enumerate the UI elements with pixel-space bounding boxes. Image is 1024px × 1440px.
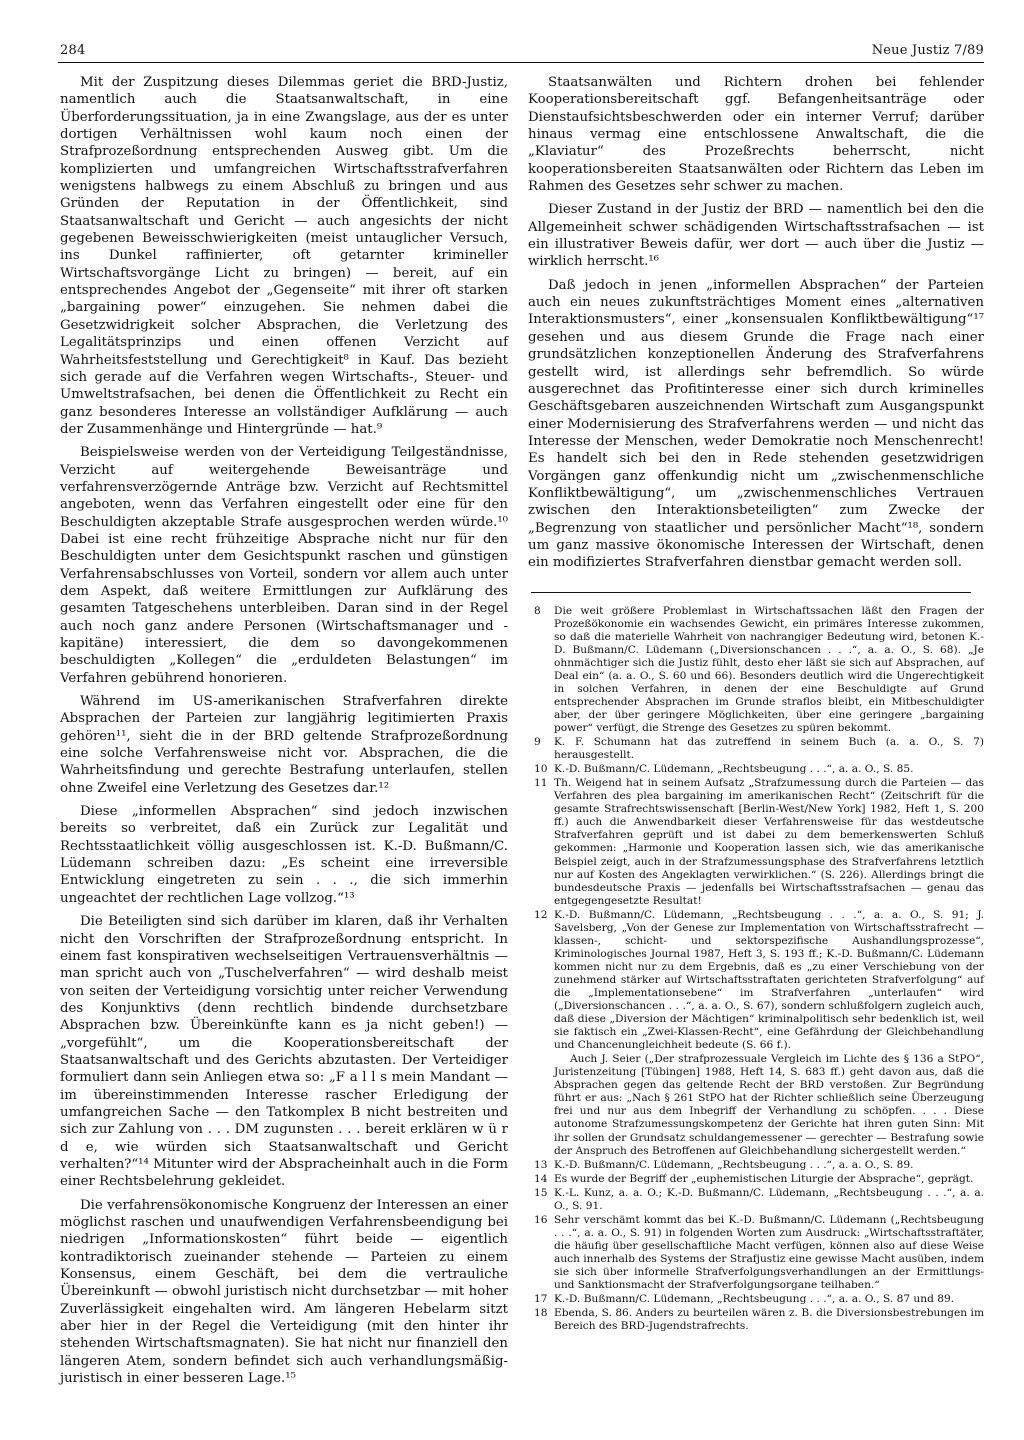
footnote (528, 1214, 984, 1292)
footnote-number: 15 (534, 1186, 548, 1199)
footnote-text: Die weit größere Problemlast in Wirtschaftssachen läßt den Fragen der Prozeßökonomie ein wachsendes Gewicht, ein primäres Interesse zukommen, so daß die materielle Wahrheit von nachrangiger Bedeutung wird, betonen K.-D. Bußmann/C. Lüdemann („Diversionschancen . . .“, a. a. O., S. 68). „Je ohnmächtiger sich die Justiz fühlt, desto eher läßt sie sich auf Absprachen, auf Deal ein“ (a. a. O., S. 60 und 66). Besonders deutlich wird die Ungerechtigkeit in solchen Verfahren, in denen der eine Beschuldigte auf Grund entsprechender Absprachen im Grunde straflos bleibt, ein Mitbeschuldigter aber, der über geringere Möglichkeiten, über eine geringere „bargaining power“ verfügt, die Strenge des Gesetzes zu spüren bekommt. (554, 604, 984, 735)
footnote-text: Sehr verschämt kommt das bei K.-D. Bußmann/C. Lüdemann („Rechtsbeugung . . .“, a. a. O., S. 91) in folgenden Worten zum Ausdruck: „Wirtschaftsstraftäter, die häufig über gesellschaftliche Macht verfügen, können also auf diese Weise auch innerhalb des Systems der Strafjustiz eine gewisse Macht ausüben, indem sie sich über informelle Strafverfolgungsverhandlungen an der Ermittlungs- und Sanktionsmacht der Strafverfolgungsorgane teilhaben.“ (554, 1213, 984, 1292)
footnote-number: 16 (534, 1213, 548, 1226)
footnote (528, 1173, 984, 1186)
footnote-text: K.-D. Bußmann/C. Lüdemann, „Rechtsbeugung . . .“, a. a. O., S. 89. (554, 1158, 914, 1171)
footnote (528, 1187, 984, 1213)
paragraph: Daß jedoch in jenen „informellen Absprachen“ der Parteien auch ein neues zukunftsträchtiges Moment eines „alternativen Interaktionsmusters“, einer „konsensualen Konfliktbewältigung“¹⁷ gesehen und aus diesem Grunde die Frage nach einer grundsätzlichen konzeptionellen Änderung des Strafverfahrens gestellt wird, ist allerdings sehr befremdlich. So würde ausgerechnet das Profitinteresse einer sich durch kriminelles Geschäftsgebaren auszeichnenden Wirtschaft zum Ausgangspunkt einer Modernisierung des Strafverfahrens werden — und nicht das Interesse der Menschen, weder Demokratie noch Menschenrecht! Es handelt sich bei den in Rede stehenden gesetzwidrigen Vorgängen ganz offenkundig nicht um „zwischenmenschliche Konfliktbewältigung“, um „zwischenmenschliches Vertrauen zwischen den Interaktionsbeteiligten“ zum Zwecke der „Begrenzung von staatlicher und persönlicher Macht“¹⁸, sondern um ganz massive ökonomische Interessen der Wirtschaft, denen ein modifiziertes Strafverfahren dienstbar gemacht werden soll. (528, 277, 984, 571)
journal-title: Neue Justiz 7/89 (871, 43, 984, 58)
paragraph: Beispielsweise werden von der Verteidigung Teilgeständnisse, Verzicht auf weitergehende Beweisanträge und verfahrensverzögernde Anträge bzw. Verzicht auf Rechtsmittel angeboten, wenn das Verfahren eingestellt oder eine für den Beschuldigten akzeptable Strafe ausgesprochen werden würde.¹⁰ Dabei ist eine recht frühzeitige Absprache nicht nur für den Beschuldigten unter dem Gesichtspunkt raschen und günstigen Verfahrensabschlusses von Vorteil, sondern vor allem auch unter dem Aspekt, daß weitere Ermittlungen zur Aufklärung des gesamten Tatgeschehens unterbleiben. Daran sind in der Regel auch noch ganz andere Personen (Wirtschaftsmanager und -kapitäne) interessiert, die dem so davongekommenen beschuldigten „Kollegen“ die „erduldeten Belastungen“ im Verfahren gebührend honorieren. (60, 445, 508, 686)
footnote-rule (531, 592, 971, 593)
footnote (528, 1293, 984, 1306)
footnote (528, 605, 984, 735)
footnote-text: Th. Weigend hat in seinem Aufsatz „Strafzumessung durch die Parteien — das Verfahren des plea bargaining im amerikanischen Recht“ (Zeitschrift für die gesamte Strafrechtswissenschaft [Berlin-West/New York] 1982, Heft 1, S. 200 ff.) auch die Anwendbarkeit dieser Verfahrensweise für das westdeutsche Strafverfahren geprüft und ist dabei zu dem bemerkenswerten Schluß gekommen: „Harmonie und Kooperation lassen sich, wie das amerikanische Beispiel zeigt, auch in der Strafzumessungsphase des Strafverfahrens letztlich nur auf Kosten des Angeklagten verwirklichen.“ (S. 226). Allerdings bringt die bundesdeutsche Praxis — jedenfalls bei Wirtschaftsstrafsachen — genau das entgegengesetzte Resultat! (554, 777, 984, 907)
left-column (60, 74, 508, 1393)
footnote (528, 1307, 984, 1333)
footnote-continuation: Auch J. Seier („Der strafprozessuale Vergleich im Lichte des § 136 a StPO“, Juristenzeitung [Tübingen] 1988, Heft 14, S. 683 ff.) geht davon aus, daß die Absprachen gegen das geltende Recht der BRD verstoßen. Zur Begründung führt er aus: „Nach § 261 StPO hat der Richter schließlich seine Überzeugung frei und nur aus dem Inbegriff der Verhandlung zu schöpfen. . . . Diese autonome Strafzumessungskompetenz der Gerichte hat ihren guten Sinn: Mit ihr sollen der Grundsatz schuldangemessener — gerechter — Bestrafung sowie der Anspruch des Betroffenen auf Gleichbehandlung sichergestellt werden.“ (554, 1053, 984, 1157)
footnote-number: 9 (534, 736, 541, 749)
footnote-number: 10 (534, 763, 548, 776)
footnote-text: K.-D. Bußmann/C. Lüdemann, „Rechtsbeugung . . .“, a. a. O., S. 91; J. Savelsberg, „Von der Genese zur Implementation von Wirtschaftsstrafrecht — klassen-, schicht- und sektorspezifische Aushandlungsprozesse“, Kriminologisches Journal 1987, Heft 3, S. 193 ff.; K.-D. Bußmann/C. Lüdemann kommen nicht nur zu dem Ergebnis, daß es „zu einer Verschiebung von der zunehmend stärker auf Wirtschaftsstraftaten gerichteten Strafverfolgung“ auf die „Implementationsebene“ im Strafverfahren „unterlaufen“ wird („Diversionschancen . . .“, a. a. O., S. 67), sondern schlußfolgern zugleich auch, daß diese „Diversion der Mächtigen“ kriminalpolitisch sehr bedenklich ist, weil sie faktisch ein „Zwei-Klassen-Recht“, eine Gefährdung der Gleichbehandlung und Chancenungleichheit bedeute (S. 66 f.). (554, 908, 984, 1052)
paragraph: Staatsanwälten und Richtern drohen bei fehlender Kooperationsbereitschaft ggf. Befangenheitsanträge oder Dienstaufsichtsbeschwerden oder ein interner Verruf; darüber hinaus vermag eine entschlossene Anwaltschaft, die die „Klaviatur“ des Prozeßrechts beherrscht, nicht kooperationsbereiten Staatsanwälten oder Richtern das Leben im Rahmen des Gesetzes sehr schwer zu machen. (528, 75, 984, 195)
footnote-number: 14 (534, 1172, 548, 1185)
footnotes (528, 605, 984, 1334)
right-column (528, 74, 984, 1334)
footnote (528, 763, 984, 776)
footnote-text: Ebenda, S. 86. Anders zu beurteilen wären z. B. die Diversionsbestrebungen im Bereich des BRD-Jugendstrafrechts. (554, 1307, 984, 1333)
paragraph: Mit der Zuspitzung dieses Dilemmas geriet die BRD-Justiz, namentlich auch die Staatsanwaltschaft, in eine Überforderungssituation, ja in eine Zwangslage, aus der es unter dortigen Verhältnissen wohl kaum noch einen der Strafprozeßordnung entsprechenden Ausweg gibt. Um die komplizierten und umfangreichen Wirtschaftsstrafverfahren wenigstens halbwegs zu einem Abschluß zu bringen und aus Gründen der Reputation in der Öffentlichkeit, sind Staatsanwaltschaft und Gericht — auch angesichts der nicht gegebenen Beweisschwierigkeiten (meist untauglicher Versuch, ins Dunkel raffinierter, oft getarnter krimineller Wirtschaftsvorgänge Licht zu bringen) — bereit, auf ein entsprechendes Angebot der „Gegenseite“ mit ihrer oft starken „bargaining power“ einzugehen. Sie nehmen dabei die Gesetzwidrigkeit solcher Absprachen, die Verletzung des Legalitätsprinzips und einen offenen Verzicht auf Wahrheitsfeststellung und Gerechtigkeit⁸ in Kauf. Das bezieht sich gerade auf die Verfahren wegen Wirtschafts-, Steuer- und Umweltstrafsachen, bei denen die Öffentlichkeit zu Recht ein ganz besonderes Interesse an vollständiger Aufklärung — auch der Zusammenhänge und Hintergründe — hat.⁹ (60, 75, 508, 437)
footnote-number: 8 (534, 604, 541, 617)
right-body (528, 74, 984, 572)
footnote-text: K.-D. Bußmann/C. Lüdemann, „Rechtsbeugung . . .“, a. a. O., S. 85. (554, 763, 914, 776)
page-number: 284 (60, 43, 86, 58)
header-rule (58, 62, 984, 63)
paragraph: Die verfahrensökonomische Kongruenz der Interessen an einer möglichst raschen und unaufwendigen Verfahrensbeendigung bei niedrigen „Informationskosten“ führt beide — eigentlich kontradiktorisch zueinander stehende — Parteien zu einem Konsensus, einem Geschäft, bei dem die vertrauliche Übereinkunft — obwohl juristisch nicht durchsetzbar — mit hoher Zuverlässigkeit eingehalten wird. Am längeren Hebelarm sitzt aber hier in der Regel die Verteidigung (mit den hinter ihr stehenden Wirtschaftsmagnaten). Sie hat nicht nur finanziell den längeren Atem, sondern befindet sich auch verhandlungsmäßig-juristisch in einer besseren Lage.¹⁵ (60, 1197, 508, 1387)
footnote-text: K. F. Schumann hat das zutreffend in seinem Buch (a. a. O., S. 7) herausgestellt. (554, 736, 984, 762)
paragraph: Dieser Zustand in der Justiz der BRD — namentlich bei den die Allgemeinheit schwer schädigenden Wirtschaftsstrafsachen — ist ein illustrativer Beweis dafür, wer dort — auch über die Justiz — wirklich herrscht.¹⁶ (528, 202, 984, 270)
footnote-number: 18 (534, 1307, 548, 1320)
footnote (528, 777, 984, 907)
footnote-text: K.-D. Bußmann/C. Lüdemann, „Rechtsbeugung . . .“, a. a. O., S. 87 und 89. (554, 1293, 955, 1306)
footnote-number: 12 (534, 908, 548, 921)
footnote (528, 909, 984, 1053)
paragraph: Diese „informellen Absprachen“ sind jedoch inzwischen bereits so verbreitet, daß ein Zurück zur Legalität und Rechtsstaatlichkeit völlig ausgeschlossen ist. K.-D. Bußmann/C. Lüdemann schreiben dazu: „Es scheint eine irreversible Entwicklung eingetreten zu sein . . ., die sich immerhin ungeachtet der rechtlichen Lage vollzog.“¹³ (60, 804, 508, 906)
footnote-text: Es wurde der Begriff der „euphemistischen Liturgie der Absprache“, geprägt. (554, 1172, 974, 1185)
paragraph: Die Beteiligten sind sich darüber im klaren, daß ihr Verhalten nicht den Vorschriften der Strafprozeßordnung entspricht. In einem fast konspirativen wechselseitigen Vertrauensverhältnis — man spricht auch von „Tuschelverfahren“ — wird deshalb meist von seiten der Verteidigung vorsichtig unter reicher Verwendung des Konjunktivs (denn rechtlich bindende durchsetzbare Absprachen bzw. Übereinkünfte kann es ja nicht geben!) — „vorgefühlt“, um die Kooperationsbereitschaft der Staatsanwaltschaft und des Gerichts abzutasten. Der Verteidiger formuliert dann sein Anliegen etwa so: „F a l l s mein Mandant — im übereinstimmenden Interesse rascher Erledigung der umfangreichen Sache — den Tatkomplex B nicht bestreiten und sich zur Zahlung von . . . DM zugunsten . . . bereit erklären w ü r d e, wie würden sich Staatsanwaltschaft und Gericht verhalten?“¹⁴ Mitunter wird der Absprachеinhalt auch in die Form einer Rechtsbelehrung gekleidet. (60, 914, 508, 1190)
footnote (528, 1159, 984, 1172)
footnote-text: K.-L. Kunz, a. a. O.; K.-D. Bußmann/C. Lüdemann, „Rechtsbeugung . . .“, a. a. O., S. 91. (554, 1186, 984, 1212)
footnote-number: 17 (534, 1293, 548, 1306)
footnote-number: 13 (534, 1158, 548, 1171)
footnote (528, 736, 984, 762)
footnote-number: 11 (534, 777, 548, 790)
paragraph: Während im US-amerikanischen Strafverfahren direkte Absprachen der Parteien zur langjährig legitimierten Praxis gehören¹¹, sieht die in der BRD geltende Strafprozeßordnung eine solche Verfahrensweise nicht vor. Absprachen, die die Wahrheitsfindung und gerechte Bestrafung unterlaufen, stellen ohne Zweifel eine Verletzung des Gesetzes dar.¹² (60, 694, 508, 796)
